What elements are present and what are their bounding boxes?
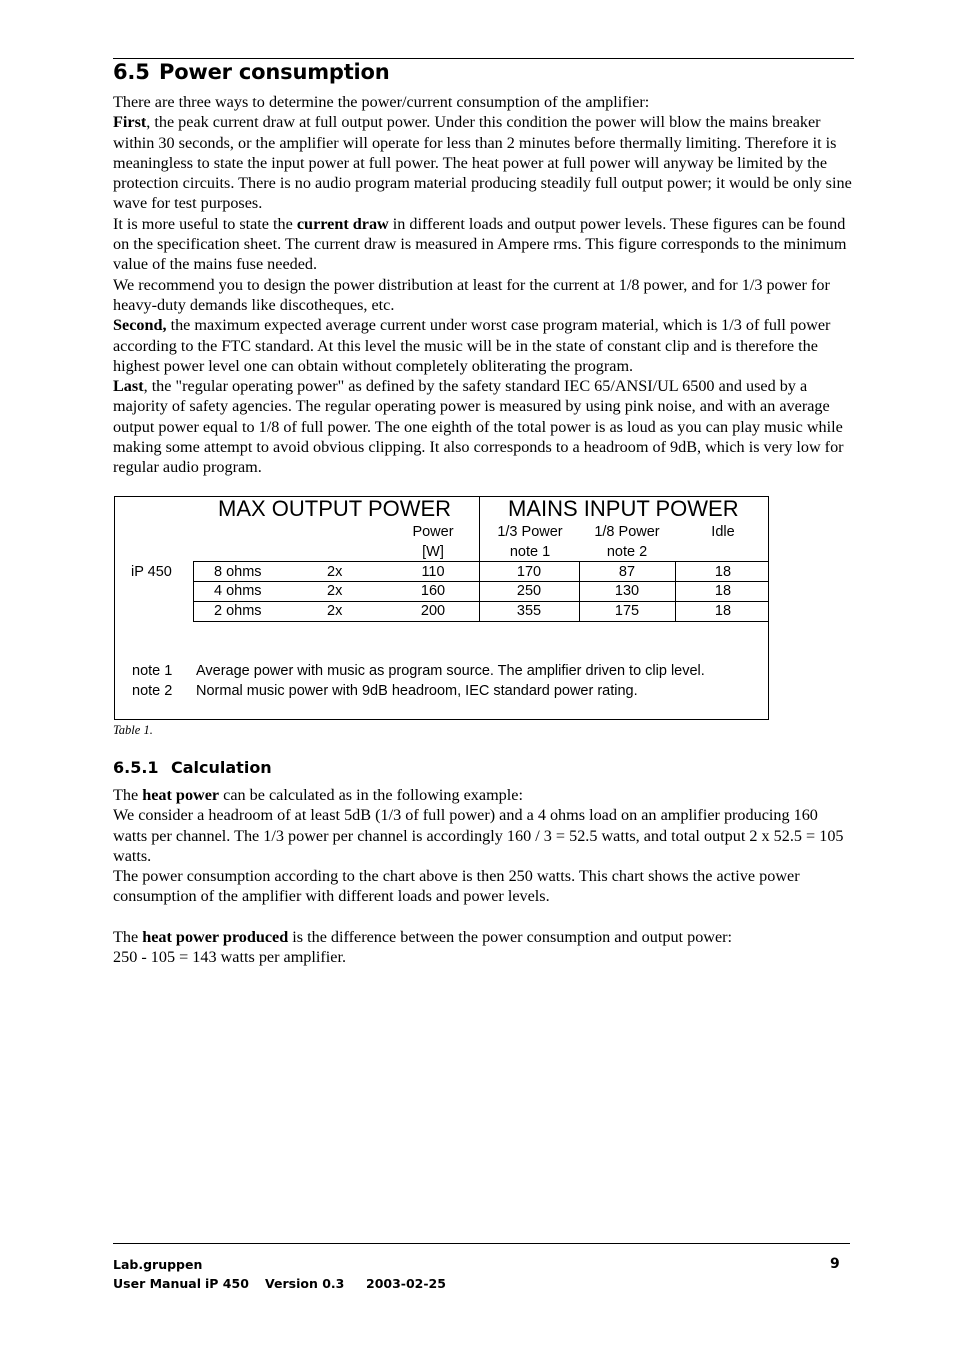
col-third-note: note 1 — [509, 544, 551, 560]
row-third: 170 — [516, 564, 542, 580]
section-title: Power consumption — [159, 60, 390, 84]
subsection-number: 6.5.1 — [113, 758, 159, 777]
row-third: 355 — [516, 603, 542, 619]
col-eighth-note: note 2 — [606, 544, 648, 560]
second-label: Second, — [113, 316, 167, 335]
row-load: 8 ohms — [214, 564, 262, 580]
first-paragraph — [113, 112, 858, 213]
note-text: Normal music power with 9dB headroom, IEC standard power rating. — [196, 683, 638, 699]
divider-max-mains — [479, 497, 480, 622]
col-power-unit: [W] — [422, 544, 444, 560]
last-text: , the "regular operating power" as defined by the safety standard IEC 65/ANSI/UL 6500 and used by a majority of safety agencies. The regular operating power is measured by using pink noise, and with an average output power equal to 1/8 of full power. The one eighth of the total power is as loud as you can play music while making some attempt to avoid obvious clipping. It also corresponds to a headroom of 9dB, which is very low for regular audio program. — [113, 377, 844, 477]
subsection-title: Calculation — [171, 758, 272, 777]
model-label: iP 450 — [131, 564, 172, 580]
section-number: 6.5 — [113, 60, 150, 84]
left-rule — [193, 561, 194, 621]
calc-result: 250 - 105 = 143 watts per amplifier. — [113, 948, 347, 967]
first-text: , the peak current draw at full output power. Under this condition the power will blow the mains breaker within 30 seconds, or the amplifier will operate for less than 2 minutes before thermally limiting. Therefore it is meaningless to state the input power at full power. The heat power at full power will anyway be limited by the protection circuits. There is no audio program material producing steadily full output power; it would be only sine wave for test purposes. — [113, 113, 852, 213]
row-rule-1 — [193, 581, 769, 582]
header-rule — [113, 58, 854, 59]
footer-manual: User Manual — [113, 1276, 201, 1291]
calc-p1-post: can be calculated as in the following example: — [219, 786, 523, 804]
row-idle: 18 — [714, 564, 732, 580]
row-load: 4 ohms — [214, 583, 262, 599]
note-label: note 2 — [132, 683, 173, 699]
recommend-paragraph: We recommend you to design the power distribution at least for the current at 1/8 power, and for 1/3 power for heavy-duty demands like discotheques, etc. — [113, 275, 830, 314]
row-power: 160 — [420, 583, 446, 599]
row-idle: 18 — [714, 603, 732, 619]
footer-company: Lab.gruppen — [113, 1257, 203, 1272]
mains-input-header: MAINS INPUT POWER — [508, 496, 739, 521]
footer-rule — [113, 1243, 850, 1244]
row-rule-bottom — [193, 621, 769, 622]
row-channels: 2x — [327, 564, 343, 580]
calc-p4-post: is the difference between the power consumption and output power: — [288, 928, 733, 947]
row-eighth: 130 — [614, 583, 640, 599]
section-heading — [113, 60, 390, 84]
row-channels: 2x — [327, 603, 343, 619]
calc-paragraph-4 — [113, 927, 853, 947]
current-draw-term: current draw — [296, 214, 389, 233]
row-power: 110 — [421, 564, 445, 580]
calc-p4-pre: The — [113, 928, 143, 947]
heat-power-produced-term: heat power produced — [142, 928, 289, 947]
max-output-header: MAX OUTPUT POWER — [218, 496, 452, 521]
calc-p1-pre: The — [113, 786, 143, 804]
useful-post: in different loads and output power levels. These figures can be found on the specification sheet. The current draw is measured in Ampere rms. This figure corresponds to the minimum value of the mains fuse needed. — [113, 214, 847, 274]
subsection-heading — [113, 758, 272, 777]
last-paragraph — [113, 376, 858, 477]
row-power: 200 — [420, 603, 446, 619]
calc-paragraph-2: We consider a headroom of at least 5dB (1/3 of full power) and a 4 ohms load on an amplifier producing 160 watts per channel. The 1/3 power per channel is accordingly 160 / 3 = 52.5 watts, and total output 2 x 52.5 = 105 watts. — [113, 806, 844, 865]
footer-model: iP 450 — [205, 1276, 249, 1291]
page-number: 9 — [830, 1256, 840, 1272]
note-label: note 1 — [132, 663, 173, 679]
calc-paragraph-1 — [113, 785, 853, 805]
note-text: Average power with music as program source. The amplifier driven to clip level. — [196, 663, 705, 679]
power-table — [114, 496, 769, 720]
last-label: Last — [113, 377, 144, 396]
col-power-label: Power — [412, 524, 454, 540]
first-label: First — [113, 113, 147, 132]
row-eighth: 87 — [618, 564, 636, 580]
row-eighth: 175 — [614, 603, 640, 619]
intro-text — [113, 92, 858, 478]
blank-line — [113, 907, 853, 927]
row-rule-2 — [193, 601, 769, 602]
second-text: the maximum expected average current under worst case program material, which is 1/3 of full power according to the FTC standard. At this level the music will be in the state of constant clip and is therefore the highest power level one can obtain without completely obliterating the program. — [113, 316, 831, 375]
calc-paragraph-3: The power consumption according to the chart above is then 250 watts. This chart shows the active power consumption of the amplifier with different loads and power levels. — [113, 867, 800, 906]
intro-paragraph: There are three ways to determine the power/current consumption of the amplifier: — [113, 93, 650, 111]
col-third-label: 1/3 Power — [497, 524, 563, 540]
col-eighth-label: 1/8 Power — [594, 524, 660, 540]
row-channels: 2x — [327, 583, 343, 599]
col-idle-label: Idle — [711, 524, 735, 540]
useful-pre: It is more useful to state the — [113, 214, 297, 233]
useful-paragraph — [113, 214, 858, 275]
second-paragraph — [113, 315, 858, 376]
row-rule-top — [193, 561, 769, 562]
row-idle: 18 — [714, 583, 732, 599]
row-load: 2 ohms — [214, 603, 262, 619]
heat-power-term: heat power — [142, 786, 220, 804]
table-caption: Table 1. — [113, 723, 153, 737]
footer-version: Version 0.3 — [265, 1276, 345, 1291]
row-third: 250 — [516, 583, 542, 599]
footer-date: 2003-02-25 — [366, 1276, 446, 1291]
calc-text — [113, 785, 853, 968]
